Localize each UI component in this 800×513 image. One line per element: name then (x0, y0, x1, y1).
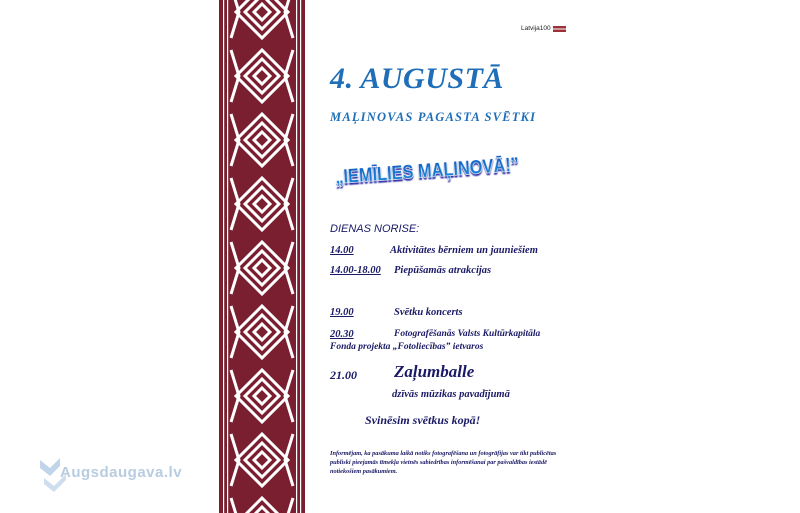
latvija100-badge (521, 25, 566, 32)
latvija100-label: Latvija100 (521, 25, 551, 32)
schedule-continuation: dzīvās mūzikas pavadījumā (392, 389, 510, 400)
ornamental-band (219, 0, 305, 513)
watermark (36, 450, 246, 500)
slogan-text: „IEMĪLIES MAĻINOVĀ!” (334, 152, 549, 189)
schedule-heading: DIENAS NORISE: (330, 223, 420, 235)
schedule-time: 21.00 (330, 368, 357, 382)
schedule-time: 19.00 (330, 307, 354, 318)
schedule-description: Svētku koncerts (394, 307, 463, 318)
watermark-text: Augsdaugava.lv (60, 464, 183, 481)
photo-notice: Informējam, ka pasākuma laikā notiks fotografēšana un fotogrāfijas var tikt publicētas publiski pieejamās tīmekļa vietnēs sabiedrības informēšanai par pašvaldības iestādē notiekošiem pasākumiem. (330, 450, 557, 475)
poster-page (205, 0, 592, 513)
schedule-time: 14.00-18.00 (330, 265, 381, 276)
schedule-description: Aktivitātes bērniem un jauniešiem (390, 245, 538, 256)
page-title: 4. AUGUSTĀ (330, 62, 504, 95)
schedule-row (330, 245, 538, 256)
slogan-banner (331, 150, 549, 189)
schedule-description: Fotografēšanās Valsts Kultūrkapitāla (394, 329, 541, 339)
closing-line: Svinēsim svētkus kopā! (365, 413, 481, 427)
schedule-row (330, 307, 463, 318)
schedule-time: 14.00 (330, 245, 354, 256)
schedule-description: Zaļumballe (394, 362, 475, 381)
ornament-pattern (219, 0, 305, 513)
latvian-flag-icon (553, 26, 566, 32)
schedule-continuation: Fonda projekta „Fotoliecības” ietvaros (330, 342, 484, 352)
page-subtitle: MAĻINOVAS PAGASTA SVĒTKI (330, 110, 537, 124)
schedule-row (330, 362, 475, 383)
schedule-time: 20.30 (330, 329, 354, 340)
schedule-row (330, 329, 541, 340)
schedule-description: Piepūšamās atrakcijas (394, 265, 492, 276)
schedule-row (330, 265, 492, 276)
slogan-wordart (331, 150, 549, 189)
